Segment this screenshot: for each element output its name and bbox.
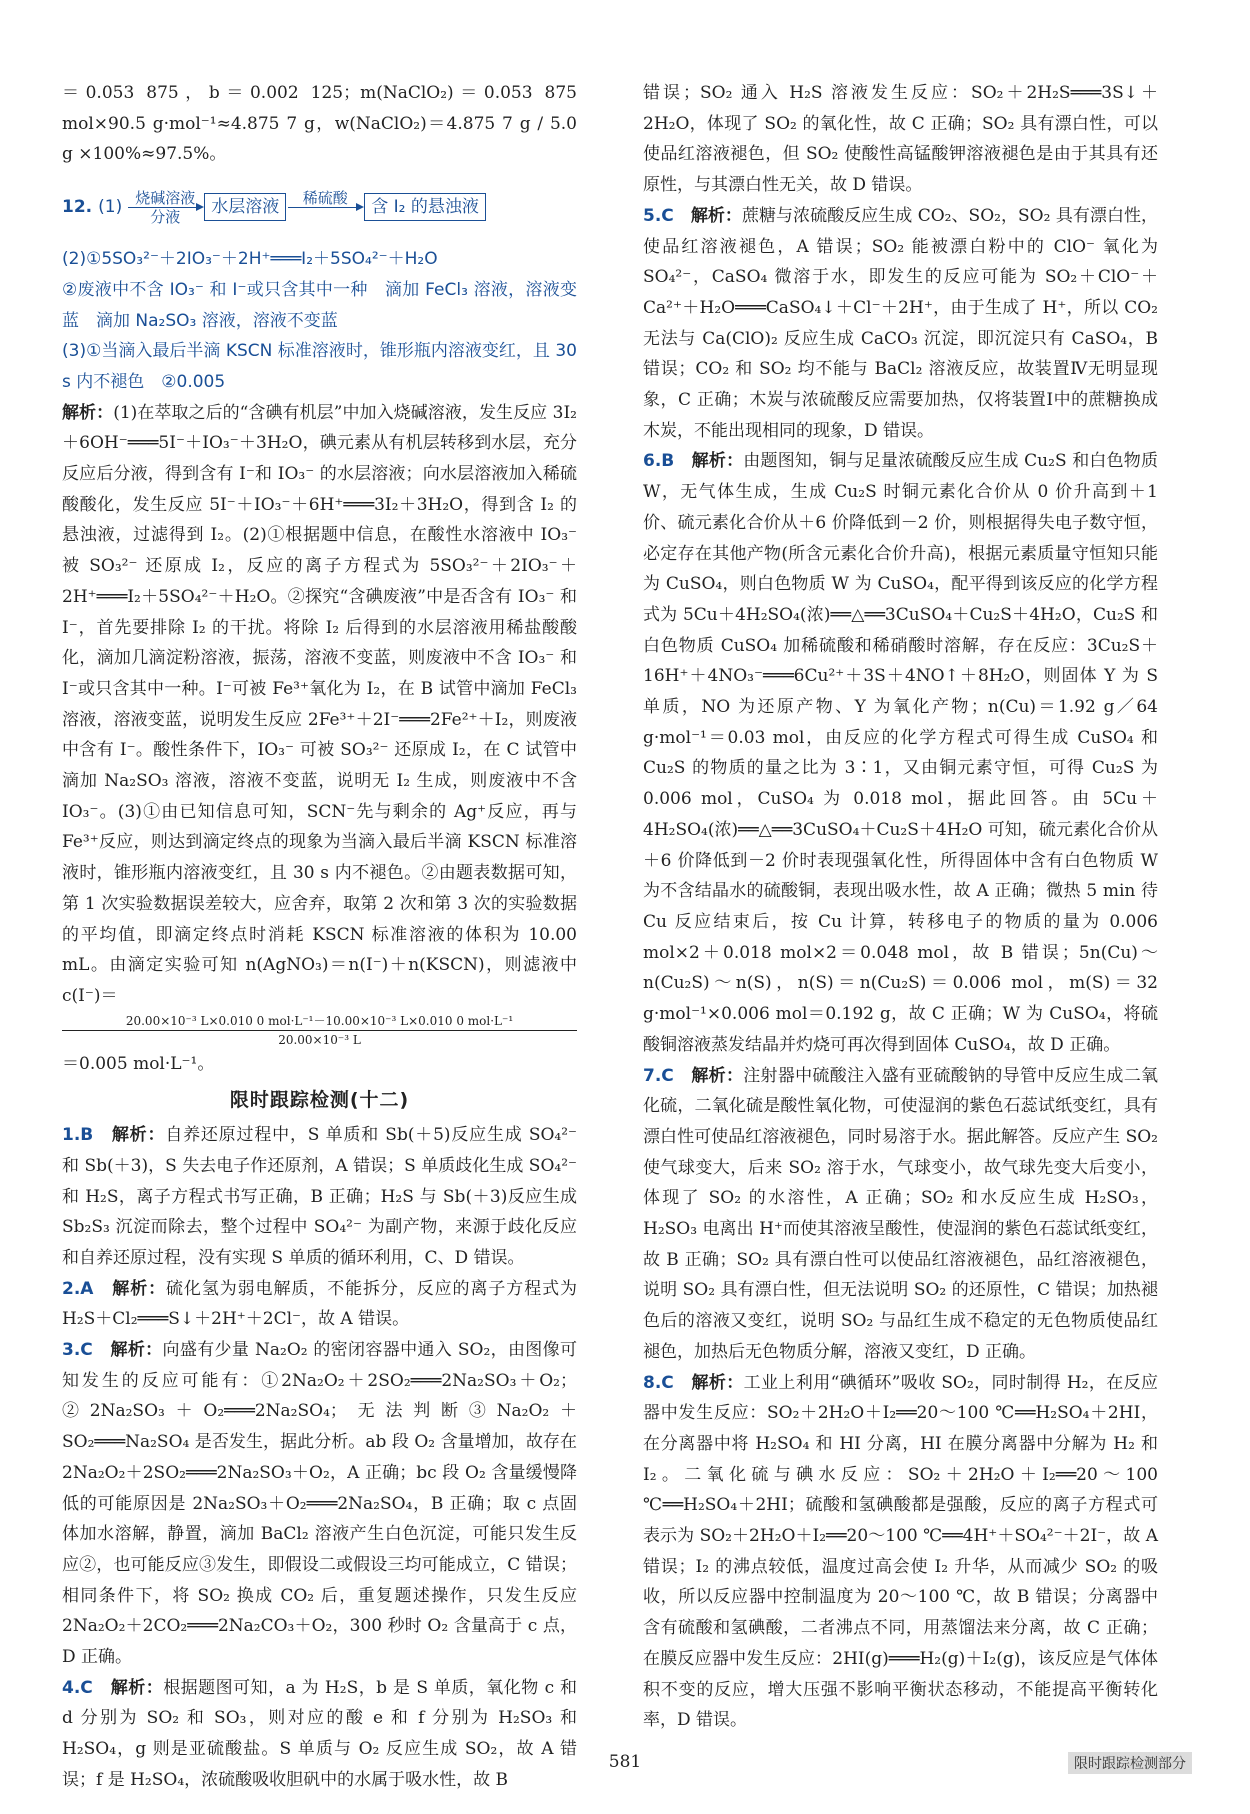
- question-number: 2.A: [62, 1278, 94, 1299]
- fraction-numerator: 20.00×10⁻³ L×0.010 0 mol·L⁻¹－10.00×10⁻³ L×0.010 0 mol·L⁻¹: [125, 1013, 514, 1028]
- flow-box-suspension: 含 I₂ 的悬浊液: [364, 193, 486, 221]
- analysis-label: 解析：: [691, 1372, 744, 1393]
- flow-reagent-1: 烧碱溶液: [135, 188, 196, 207]
- analysis-label: 解析：: [690, 205, 742, 226]
- analysis-label: 解析：: [691, 1065, 744, 1086]
- answer-q4-continued: 错误；SO₂ 通入 H₂S 溶液发生反应：SO₂＋2H₂S═══3S↓＋2H₂O，体现了 SO₂ 的氧化性，故 C 正确；SO₂ 具有漂白性，可以使品红溶液褪色，但 SO₂ 使酸性高锰酸钾溶液褪色是由于其具有还原性，与其漂白性无关，故 D 错误。: [643, 83, 1158, 196]
- flow-box-water-layer: 水层溶液: [204, 193, 286, 221]
- analysis-text: 向盛有少量 Na₂O₂ 的密闭容器中通入 SO₂，由图像可知发生的反应可能有：①2Na₂O₂＋2SO₂═══2Na₂SO₃＋O₂；②2Na₂SO₃＋O₂═══2Na₂SO₄；无法判断③Na₂O₂＋SO₂═══Na₂SO₄ 是否发生，据此分析。ab 段 O₂ 含量增加，故存在 2Na₂O₂＋2SO₂═══2Na₂SO₃＋O₂，A 正确；bc 段 O₂ 含量缓慢降低的可能原因是 2Na₂SO₃＋O₂═══2Na₂SO₄，B 正确；取 c 点固体加水溶解，静置，滴加 BaCl₂ 溶液产生白色沉淀，可能只发生反应②，也可能反应③发生，即假设二或假设三均可能成立，C 错误；相同条件下，将 SO₂ 换成 CO₂ 后，重复题述操作，只发生反应 2Na₂O₂＋2CO₂═══2Na₂CO₃＋O₂，300 秒时 O₂ 含量高于 c 点，D 正确。: [62, 1340, 578, 1668]
- answer-part-3: (3)①当滴入最后半滴 KSCN 标准溶液时，锥形瓶内溶液变红，且 30 s 内不褪色 ②0.005: [62, 341, 577, 392]
- analysis-text: 硫化氢为弱电解质，不能拆分，反应的离子方程式为 H₂S＋Cl₂═══S↓＋2H⁺＋2Cl⁻，故 A 错误。: [62, 1278, 578, 1330]
- flow-operation-1: 分液: [150, 207, 181, 226]
- q12-flow-diagram: [62, 170, 577, 244]
- question-number: 4.C: [62, 1677, 93, 1698]
- analysis-text: 由题图知，铜与足量浓硫酸反应生成 Cu₂S 和白色物质 W，无气体生成，生成 Cu₂S 时铜元素化合价从 0 价升高到＋1 价、硫元素化合价从＋6 价降低到－2 价，则根据得失电子数守恒，必定存在其他产物(所含元素化合价升高)，根据元素质量守恒知只能为 CuSO₄，则白色物质 W 为 CuSO₄，配平得到该反应的化学方程式为 5Cu＋4H₂SO₄(浓)══△══3CuSO₄＋Cu₂S＋4H₂O，Cu₂S 和白色物质 CuSO₄ 加稀硫酸和稀硝酸时溶解，存在反应：3Cu₂S＋16H⁺＋4NO₃⁻═══6Cu²⁺＋3S＋4NO↑＋8H₂O，则固体 Y 为 S 单质，NO 为还原产物、Y 为氧化产物；n(Cu)＝1.92 g／64 g·mol⁻¹＝0.03 mol，由反应的化学方程式可得生成 CuSO₄ 和 Cu₂S 的物质的量之比为 3∶1，又由铜元素守恒，可得 Cu₂S 为 0.006 mol，CuSO₄ 为 0.018 mol，据此回答。由 5Cu＋4H₂SO₄(浓)══△══3CuSO₄＋Cu₂S＋4H₂O 可知，硫元素化合价从＋6 价降低到－2 价时表现强氧化性，所得固体中含有白色物质 W 为不含结晶水的硫酸铜，表现出吸水性，故 A 正确；微热 5 min 待 Cu 反应结束后，按 Cu 计算，转移电子的物质的量为 0.006 mol×2＋0.018 mol×2＝0.048 mol，故 B 错误；5n(Cu)～n(Cu₂S)～n(S)，n(S)＝n(Cu₂S)＝0.006 mol，m(S)＝32 g·mol⁻¹×0.006 mol＝0.192 g，故 C 正确；W 为 CuSO₄，将硫酸铜溶液蒸发结晶并灼烧可再次得到固体 CuSO₄，故 D 正确。: [643, 451, 1159, 1055]
- fraction-denominator: 20.00×10⁻³ L: [278, 1032, 361, 1047]
- analysis-label: 解析：: [112, 1278, 167, 1299]
- answer-q6: [643, 446, 1158, 1060]
- flow-arrow-1: [128, 189, 202, 226]
- question-number: 1.B: [62, 1125, 94, 1146]
- answer-q1: [62, 1120, 577, 1274]
- answer-q3: [62, 1335, 577, 1673]
- analysis-label: 解析：: [111, 1125, 166, 1146]
- answer-part-2b: ②废液中不含 IO₃⁻ 和 I⁻或只含其中一种 滴加 FeCl₃ 溶液，溶液变蓝 滴加 Na₂SO₃ 溶液，溶液不变蓝: [62, 279, 577, 331]
- question-number: 5.C: [643, 205, 674, 226]
- analysis-label: 解析：: [110, 1340, 163, 1361]
- section-title: 限时跟踪检测(十二): [229, 1089, 410, 1112]
- analysis-text: 工业上利用“碘循环”吸收 SO₂，同时制得 H₂，在反应器中发生反应：SO₂＋2H₂O＋I₂══20～100 ℃══H₂SO₄＋2HI，在分离器中将 H₂SO₄ 和 HI 分离，HI 在膜分离器中分解为 H₂ 和 I₂。二氧化硫与碘水反应：SO₂＋2H₂O＋I₂══20～100 ℃══H₂SO₄＋2HI；硫酸和氢碘酸都是强酸，反应的离子方程式可表示为 SO₂＋2H₂O＋I₂══20～100 ℃══4H⁺＋SO₄²⁻＋2I⁻，故 A 错误；I₂ 的沸点较低，温度过高会使 I₂ 升华，从而减少 SO₂ 的吸收，所以反应器中控制温度为 20～100 ℃，故 B 错误；分离器中含有硫酸和氢碘酸，二者沸点不同，用蒸馏法来分离，故 C 正确；在膜反应器中发生反应：2HI(g)═══H₂(g)＋I₂(g)，该反应是气体体积不变的反应，增大压强不影响平衡状态移动，不能提高平衡转化率，D 错误。: [643, 1372, 1159, 1731]
- answer-q7: [643, 1061, 1158, 1368]
- analysis-label: 解析：: [110, 1677, 164, 1698]
- arrow-icon: [288, 207, 362, 208]
- fraction-c-iodide: [62, 1012, 577, 1049]
- page-number: 581: [608, 1752, 642, 1772]
- question-number: 6.B: [643, 451, 675, 472]
- answer-q5: [643, 201, 1158, 447]
- right-column: [643, 78, 1158, 1736]
- analysis-text: 自养还原过程中，S 单质和 Sb(＋5)反应生成 SO₄²⁻ 和 Sb(＋3)，S 失去电子作还原剂，A 错误；S 单质歧化生成 SO₄²⁻ 和 H₂S，离子方程式书写正确，B 正确；H₂S 与 Sb(＋3)反应生成 Sb₂S₃ 沉淀而除去，整个过程中 SO₄²⁻ 为副产物，来源于歧化反应和自养还原过程，没有实现 S 单质的循环利用，C、D 错误。: [62, 1125, 578, 1268]
- analysis-text: (1)在萃取之后的“含碘有机层”中加入烧碱溶液，发生反应 3I₂＋6OH⁻═══5I⁻＋IO₃⁻＋3H₂O，碘元素从有机层转移到水层，充分反应后分液，得到含有 I⁻和 IO₃⁻ 的水层溶液；向水层溶液加入稀硫酸酸化，发生反应 5I⁻＋IO₃⁻＋6H⁺═══3I₂＋3H₂O，得到含 I₂ 的悬浊液，过滤得到 I₂。(2)①根据题中信息，在酸性水溶液中 IO₃⁻ 被 SO₃²⁻ 还原成 I₂，反应的离子方程式为 5SO₃²⁻＋2IO₃⁻＋2H⁺═══I₂＋5SO₄²⁻＋H₂O。②探究“含碘废液”中是否含有 IO₃⁻ 和 I⁻，首先要排除 I₂ 的干扰。将除 I₂ 后得到的水层溶液用稀盐酸酸化，滴加几滴淀粉溶液，振荡，溶液不变蓝，则废液中不含 IO₃⁻ 和 I⁻或只含其中一种。I⁻可被 Fe³⁺氧化为 I₂，在 B 试管中滴加 FeCl₃ 溶液，溶液变蓝，说明发生反应 2Fe³⁺＋2I⁻═══2Fe²⁺＋I₂，则废液中含有 I⁻。酸性条件下，IO₃⁻ 可被 SO₃²⁻ 还原成 I₂，在 C 试管中滴加 Na₂SO₃ 溶液，溶液不变蓝，说明无 I₂ 生成，则废液中不含 IO₃⁻。(3)①由已知信息可知，SCN⁻先与剩余的 Ag⁺反应，再与 Fe³⁺反应，则达到滴定终点的现象为当滴入最后半滴 KSCN 标准溶液时，锥形瓶内溶液变红，且 30 s 内不褪色。②由题表数据可知，第 1 次实验数据误差较大，应舍弃，取第 2 次和第 3 次的实验数据的平均值，即滴定终点时消耗 KSCN 标准溶液的体积为 10.00 mL。由滴定实验可知 n(AgNO₃)＝n(I⁻)＋n(KSCN)，则滤液中 c(I⁻)＝: [62, 402, 578, 1006]
- answer-continuation: ＝0.053 875，b＝0.002 125；m(NaClO₂)＝0.053 875 mol×90.5 g·mol⁻¹≈4.875 7 g，w(NaClO₂)＝4.875 7 g / 5.0 g ×100%≈97.5%。: [62, 83, 577, 165]
- footer-section-label: 限时跟踪检测部分: [1068, 1752, 1192, 1774]
- analysis-label: 解析：: [62, 402, 114, 423]
- analysis-q12: [62, 398, 577, 1012]
- analysis-label: 解析：: [691, 451, 744, 472]
- analysis-text: 注射器中硫酸注入盛有亚硫酸钠的导管中反应生成二氧化硫，二氧化硫是酸性氧化物，可使湿润的紫色石蕊试纸变红，具有漂白性可使品红溶液褪色，同时易溶于水。据此解答。反应产生 SO₂ 使气球变大，后来 SO₂ 溶于水，气球变小，故气球先变大后变小，体现了 SO₂ 的水溶性，A 正确；SO₂ 和水反应生成 H₂SO₃，H₂SO₃ 电离出 H⁺而使其溶液呈酸性，使湿润的紫色石蕊试纸变红，故 B 正确；SO₂ 具有漂白性可以使品红溶液褪色，品红溶液褪色，说明 SO₂ 具有漂白性，但无法说明 SO₂ 的还原性，C 错误；加热褪色后的溶液又变红，说明 SO₂ 与品红生成不稳定的无色物质使品红褪色，加热后无色物质分解，溶液又变红，D 正确。: [643, 1065, 1159, 1362]
- part-label: (1): [98, 196, 123, 217]
- answer-q2: [62, 1274, 577, 1335]
- fraction-result: ＝0.005 mol·L⁻¹。: [62, 1053, 215, 1074]
- flow-reagent-2: 稀硫酸: [302, 188, 348, 207]
- question-number: 8.C: [643, 1372, 674, 1393]
- arrow-icon: [128, 207, 202, 208]
- analysis-text: 蔗糖与浓硫酸反应生成 CO₂、SO₂，SO₂ 具有漂白性，使品红溶液褪色，A 错误；SO₂ 能被漂白粉中的 ClO⁻ 氧化为 SO₄²⁻，CaSO₄ 微溶于水，即发生的反应可能为 SO₂＋ClO⁻＋Ca²⁺＋H₂O═══CaSO₄↓＋Cl⁻＋2H⁺，由于生成了 H⁺，所以 CO₂ 无法与 Ca(ClO)₂ 反应生成 CaCO₃ 沉淀，即沉淀只有 CaSO₄，B 错误；CO₂ 和 SO₂ 均不能与 BaCl₂ 溶液反应，故装置Ⅳ无明显现象，C 正确；木炭与浓硫酸反应需要加热，仅将装置Ⅰ中的蔗糖换成木炭，不能出现相同的现象，D 错误。: [643, 205, 1159, 441]
- flow-arrow-2: [288, 189, 362, 226]
- question-number: 12.: [62, 196, 93, 217]
- answer-q4: [62, 1673, 577, 1796]
- question-number: 3.C: [62, 1340, 93, 1361]
- analysis-text: 根据题图可知，a 为 H₂S，b 是 S 单质，氧化物 c 和 d 分别为 SO₂ 和 SO₃，则对应的酸 e 和 f 分别为 H₂SO₃ 和 H₂SO₄，g 则是亚硫酸盐。S 单质与 O₂ 反应生成 SO₂，故 A 错误；f 是 H₂SO₄，浓硫酸吸收胆矾中的水属于吸水性，故 B: [62, 1677, 578, 1790]
- answer-q8: [643, 1368, 1158, 1736]
- question-number: 7.C: [643, 1065, 674, 1086]
- left-column: [62, 78, 577, 1796]
- answer-part-2: (2)①5SO₃²⁻＋2IO₃⁻＋2H⁺═══I₂＋5SO₄²⁻＋H₂O: [62, 249, 438, 270]
